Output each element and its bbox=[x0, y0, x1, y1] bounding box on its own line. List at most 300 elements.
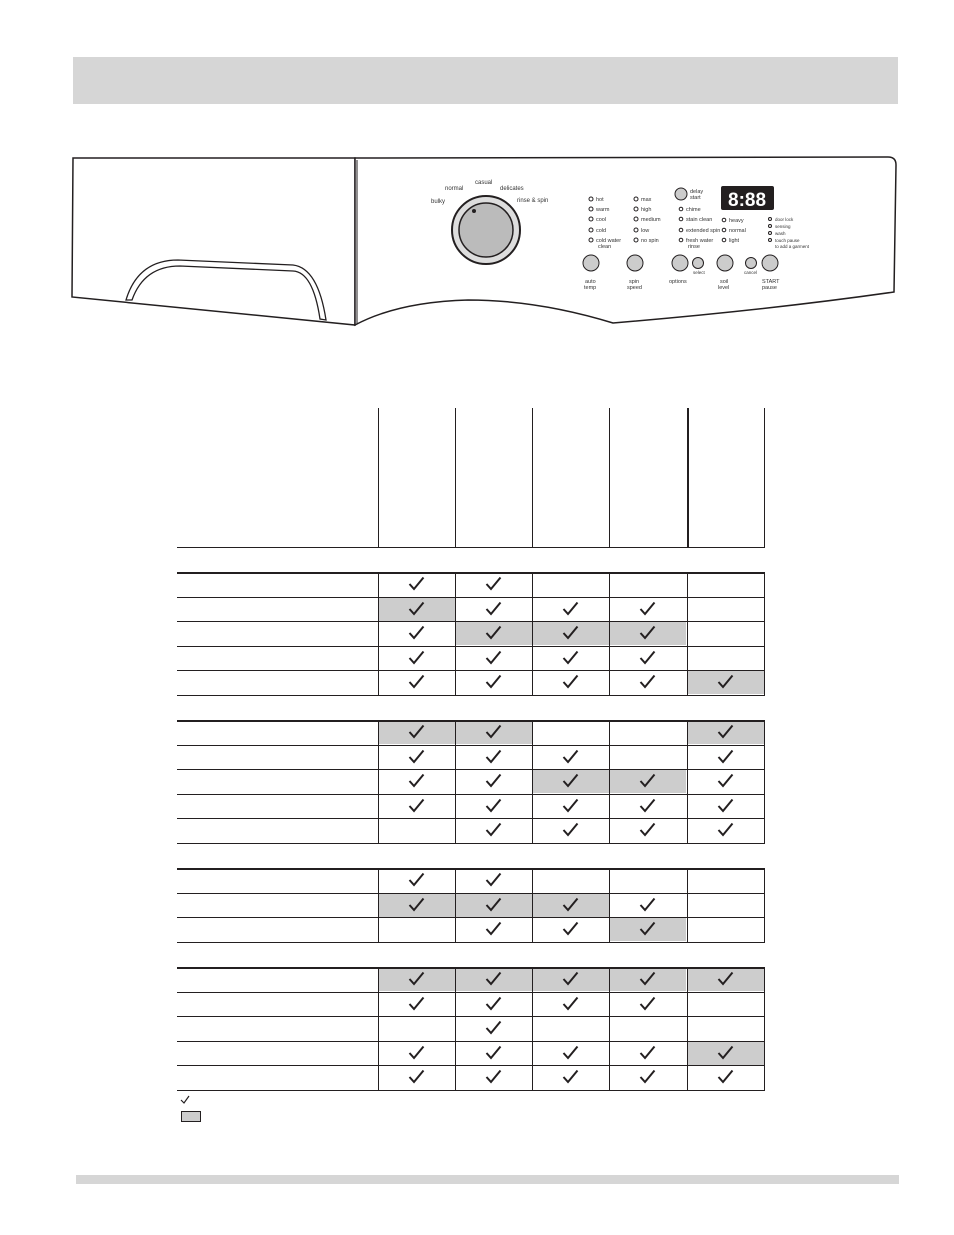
check-icon bbox=[639, 674, 656, 689]
svg-text:wash: wash bbox=[775, 231, 786, 236]
check-icon bbox=[408, 674, 425, 689]
table-cell bbox=[609, 597, 686, 621]
check-icon bbox=[485, 798, 502, 813]
column-divider bbox=[455, 720, 456, 843]
dial-label: rinse & spin bbox=[517, 198, 549, 204]
row-divider bbox=[177, 1090, 765, 1091]
table-cell bbox=[687, 646, 764, 670]
dial-label: delicates bbox=[500, 186, 524, 192]
footer-bar bbox=[76, 1175, 899, 1184]
row-label bbox=[177, 794, 377, 818]
dial-label: bulky bbox=[431, 199, 446, 205]
column-divider bbox=[609, 720, 610, 843]
row-label bbox=[177, 1041, 377, 1065]
svg-text:clean: clean bbox=[598, 244, 612, 250]
check-icon bbox=[408, 749, 425, 764]
table-cell bbox=[532, 769, 609, 793]
check-icon bbox=[485, 773, 502, 788]
table-row bbox=[177, 621, 764, 645]
check-icon bbox=[408, 773, 425, 788]
table-cell bbox=[609, 967, 686, 991]
table-cell bbox=[687, 893, 764, 917]
row-divider bbox=[177, 646, 765, 647]
column-divider bbox=[764, 967, 765, 1090]
table-cell bbox=[532, 670, 609, 694]
table-cell bbox=[687, 794, 764, 818]
table-cell bbox=[609, 720, 686, 744]
table-cell bbox=[455, 868, 532, 892]
svg-text:high: high bbox=[641, 207, 652, 213]
soil-level-button bbox=[717, 255, 733, 271]
table-cell bbox=[687, 572, 764, 596]
column-divider bbox=[687, 967, 688, 1090]
table-cell bbox=[609, 992, 686, 1016]
check-icon bbox=[717, 1069, 734, 1084]
check-icon bbox=[639, 773, 656, 788]
column-divider bbox=[532, 967, 533, 1090]
table-cell bbox=[532, 967, 609, 991]
column-divider bbox=[609, 868, 610, 942]
row-label bbox=[177, 646, 377, 670]
table-cell bbox=[378, 794, 455, 818]
check-icon bbox=[485, 971, 502, 986]
row-divider bbox=[177, 992, 765, 993]
check-icon bbox=[562, 773, 579, 788]
column-divider bbox=[764, 720, 765, 843]
row-divider bbox=[177, 868, 765, 870]
check-icon bbox=[562, 971, 579, 986]
auto-temp-button bbox=[583, 255, 599, 271]
column-divider bbox=[378, 868, 379, 942]
check-icon bbox=[408, 1045, 425, 1060]
header-baseline bbox=[177, 547, 765, 548]
column-divider bbox=[378, 720, 379, 843]
table-cell bbox=[455, 917, 532, 941]
svg-text:soil: soil bbox=[720, 279, 729, 285]
table-cell bbox=[532, 745, 609, 769]
table-cell bbox=[455, 1016, 532, 1040]
row-divider bbox=[177, 794, 765, 795]
table-cell bbox=[455, 720, 532, 744]
check-icon bbox=[408, 576, 425, 591]
table-cell bbox=[532, 868, 609, 892]
column-divider bbox=[687, 868, 688, 942]
options-button bbox=[672, 255, 688, 271]
check-icon bbox=[562, 897, 579, 912]
check-icon bbox=[717, 822, 734, 837]
check-icon bbox=[485, 749, 502, 764]
check-icon bbox=[485, 625, 502, 640]
table-cell bbox=[455, 893, 532, 917]
check-icon bbox=[639, 921, 656, 936]
svg-text:options: options bbox=[669, 279, 687, 285]
svg-text:cool: cool bbox=[596, 217, 607, 223]
check-icon bbox=[485, 897, 502, 912]
check-icon bbox=[562, 822, 579, 837]
table-cell bbox=[687, 868, 764, 892]
row-label bbox=[177, 720, 377, 744]
row-divider bbox=[177, 818, 765, 819]
header-divider bbox=[532, 408, 533, 547]
check-icon bbox=[562, 1045, 579, 1060]
table-cell bbox=[687, 917, 764, 941]
check-icon bbox=[717, 1045, 734, 1060]
row-label bbox=[177, 1065, 377, 1089]
table-row bbox=[177, 646, 764, 670]
table-cell bbox=[455, 1065, 532, 1089]
row-divider bbox=[177, 745, 765, 746]
svg-text:start: start bbox=[690, 195, 701, 201]
header-divider bbox=[455, 408, 456, 547]
table-row bbox=[177, 992, 764, 1016]
svg-text:door lock: door lock bbox=[775, 217, 794, 222]
table-cell bbox=[687, 1041, 764, 1065]
check-icon bbox=[562, 749, 579, 764]
check-icon bbox=[562, 921, 579, 936]
svg-text:rinse: rinse bbox=[688, 244, 700, 250]
check-icon bbox=[639, 601, 656, 616]
table-cell bbox=[532, 646, 609, 670]
row-label bbox=[177, 769, 377, 793]
row-divider bbox=[177, 893, 765, 894]
table-row bbox=[177, 917, 764, 941]
svg-text:temp: temp bbox=[584, 285, 597, 291]
check-icon bbox=[485, 674, 502, 689]
row-divider bbox=[177, 843, 765, 844]
column-divider bbox=[455, 967, 456, 1090]
svg-text:medium: medium bbox=[641, 217, 661, 223]
table-cell bbox=[455, 1041, 532, 1065]
table-cell bbox=[532, 1041, 609, 1065]
table-row bbox=[177, 893, 764, 917]
check-icon bbox=[408, 872, 425, 887]
check-icon bbox=[639, 1045, 656, 1060]
row-divider bbox=[177, 572, 765, 574]
table-cell bbox=[455, 818, 532, 842]
check-icon bbox=[408, 650, 425, 665]
table-cell bbox=[609, 794, 686, 818]
check-icon bbox=[408, 971, 425, 986]
table-row bbox=[177, 745, 764, 769]
table-cell bbox=[687, 621, 764, 645]
row-label bbox=[177, 868, 377, 892]
table-row bbox=[177, 720, 764, 744]
table-cell bbox=[532, 1016, 609, 1040]
row-divider bbox=[177, 720, 765, 722]
table-row bbox=[177, 1065, 764, 1089]
check-icon bbox=[408, 625, 425, 640]
table-cell bbox=[455, 745, 532, 769]
table-row bbox=[177, 1016, 764, 1040]
check-icon bbox=[485, 996, 502, 1011]
table-cell bbox=[532, 572, 609, 596]
table-cell bbox=[609, 868, 686, 892]
svg-text:spin: spin bbox=[629, 279, 640, 285]
table-cell bbox=[532, 621, 609, 645]
table-row bbox=[177, 769, 764, 793]
check-icon bbox=[717, 749, 734, 764]
table-cell bbox=[687, 745, 764, 769]
row-label bbox=[177, 818, 377, 842]
dial-label: casual bbox=[475, 180, 493, 186]
column-divider bbox=[378, 572, 379, 695]
table-cell bbox=[609, 745, 686, 769]
table-cell bbox=[378, 967, 455, 991]
table-cell bbox=[687, 818, 764, 842]
table-cell bbox=[378, 769, 455, 793]
svg-text:extended spin: extended spin bbox=[686, 228, 721, 234]
svg-text:START: START bbox=[762, 279, 780, 285]
row-divider bbox=[177, 769, 765, 770]
table-cell bbox=[687, 992, 764, 1016]
svg-text:select: select bbox=[693, 270, 705, 275]
legend-shaded-swatch bbox=[181, 1111, 201, 1122]
svg-text:fresh water: fresh water bbox=[686, 238, 714, 244]
svg-text:warm: warm bbox=[596, 207, 610, 213]
table-cell bbox=[455, 794, 532, 818]
svg-text:level: level bbox=[718, 285, 730, 291]
table-cell bbox=[455, 621, 532, 645]
header-divider bbox=[764, 408, 765, 547]
table-cell bbox=[687, 1065, 764, 1089]
row-divider bbox=[177, 621, 765, 622]
table-row bbox=[177, 597, 764, 621]
table-cell bbox=[609, 818, 686, 842]
check-icon bbox=[562, 601, 579, 616]
table-cell bbox=[687, 597, 764, 621]
check-icon bbox=[408, 601, 425, 616]
table-row bbox=[177, 794, 764, 818]
table-cell bbox=[687, 670, 764, 694]
check-icon bbox=[639, 650, 656, 665]
table-cell bbox=[378, 597, 455, 621]
row-divider bbox=[177, 917, 765, 918]
check-icon bbox=[717, 971, 734, 986]
row-label bbox=[177, 572, 377, 596]
check-icon bbox=[485, 601, 502, 616]
row-divider bbox=[177, 942, 765, 943]
row-label bbox=[177, 917, 377, 941]
check-icon bbox=[408, 724, 425, 739]
cancel-button bbox=[746, 258, 757, 269]
header-divider bbox=[609, 408, 610, 547]
svg-text:touch pause: touch pause bbox=[775, 238, 800, 243]
svg-text:cold: cold bbox=[596, 228, 607, 234]
check-icon bbox=[562, 996, 579, 1011]
table-cell bbox=[609, 917, 686, 941]
table-cell bbox=[378, 1065, 455, 1089]
table-row bbox=[177, 572, 764, 596]
table-cell bbox=[378, 720, 455, 744]
column-divider bbox=[764, 868, 765, 942]
check-icon bbox=[485, 872, 502, 887]
table-cell bbox=[378, 992, 455, 1016]
table-cell bbox=[378, 1041, 455, 1065]
check-icon bbox=[717, 724, 734, 739]
table-cell bbox=[609, 646, 686, 670]
start-pause-button bbox=[762, 255, 778, 271]
check-icon bbox=[408, 897, 425, 912]
table-cell bbox=[609, 670, 686, 694]
table-cell bbox=[532, 893, 609, 917]
svg-text:delay: delay bbox=[690, 189, 704, 195]
check-icon bbox=[717, 773, 734, 788]
table-cell bbox=[609, 1065, 686, 1089]
svg-text:8:88: 8:88 bbox=[728, 190, 767, 211]
check-icon bbox=[562, 674, 579, 689]
table-cell bbox=[687, 769, 764, 793]
table-row bbox=[177, 1041, 764, 1065]
check-icon bbox=[485, 822, 502, 837]
table-row bbox=[177, 818, 764, 842]
table-cell bbox=[687, 1016, 764, 1040]
column-divider bbox=[455, 572, 456, 695]
table-row bbox=[177, 868, 764, 892]
svg-text:low: low bbox=[641, 228, 650, 234]
column-divider bbox=[609, 572, 610, 695]
check-icon bbox=[485, 1020, 502, 1035]
check-icon bbox=[639, 971, 656, 986]
table-cell bbox=[455, 572, 532, 596]
column-divider bbox=[532, 868, 533, 942]
check-icon bbox=[639, 798, 656, 813]
svg-text:cancel: cancel bbox=[744, 270, 758, 275]
svg-text:cold water: cold water bbox=[596, 238, 622, 244]
row-divider bbox=[177, 1065, 765, 1066]
svg-text:chime: chime bbox=[686, 207, 701, 213]
check-icon bbox=[408, 996, 425, 1011]
table-cell bbox=[378, 572, 455, 596]
column-divider bbox=[378, 967, 379, 1090]
check-icon bbox=[639, 822, 656, 837]
check-icon bbox=[717, 798, 734, 813]
svg-text:normal: normal bbox=[729, 228, 746, 234]
spin-speed-button bbox=[627, 255, 643, 271]
table-cell bbox=[455, 967, 532, 991]
column-divider bbox=[687, 572, 688, 695]
table-cell bbox=[455, 597, 532, 621]
table-cell bbox=[532, 1065, 609, 1089]
row-divider bbox=[177, 1041, 765, 1042]
row-divider bbox=[177, 597, 765, 598]
table-cell bbox=[609, 893, 686, 917]
svg-text:no spin: no spin bbox=[641, 238, 659, 244]
table-cell bbox=[378, 868, 455, 892]
check-icon bbox=[639, 625, 656, 640]
check-icon bbox=[485, 576, 502, 591]
table-cell bbox=[609, 621, 686, 645]
check-icon bbox=[485, 1069, 502, 1084]
check-icon bbox=[717, 674, 734, 689]
check-icon bbox=[562, 798, 579, 813]
row-label bbox=[177, 992, 377, 1016]
row-label bbox=[177, 1016, 377, 1040]
select-button bbox=[693, 258, 704, 269]
table-cell bbox=[609, 769, 686, 793]
svg-text:hot: hot bbox=[596, 197, 604, 203]
check-icon bbox=[485, 921, 502, 936]
svg-text:to add a garment: to add a garment bbox=[775, 244, 810, 249]
table-cell bbox=[378, 1016, 455, 1040]
table-cell bbox=[532, 818, 609, 842]
table-cell bbox=[378, 670, 455, 694]
column-divider bbox=[455, 868, 456, 942]
table-cell bbox=[532, 794, 609, 818]
check-icon bbox=[562, 650, 579, 665]
legend-check-icon bbox=[180, 1095, 190, 1105]
column-divider bbox=[532, 572, 533, 695]
column-divider bbox=[687, 720, 688, 843]
table-cell bbox=[455, 670, 532, 694]
check-icon bbox=[408, 798, 425, 813]
table-cell bbox=[532, 917, 609, 941]
check-icon bbox=[639, 1069, 656, 1084]
header-bar bbox=[73, 57, 898, 104]
svg-text:light: light bbox=[729, 238, 740, 244]
table-cell bbox=[455, 646, 532, 670]
delay-start-button bbox=[675, 188, 687, 200]
table-cell bbox=[532, 720, 609, 744]
row-label bbox=[177, 893, 377, 917]
check-icon bbox=[562, 1069, 579, 1084]
table-cell bbox=[609, 1016, 686, 1040]
svg-text:pause: pause bbox=[762, 285, 777, 291]
table-cell bbox=[378, 818, 455, 842]
table-cell bbox=[687, 967, 764, 991]
check-icon bbox=[408, 1069, 425, 1084]
check-icon bbox=[639, 996, 656, 1011]
column-divider bbox=[532, 720, 533, 843]
table-row bbox=[177, 967, 764, 991]
row-label bbox=[177, 621, 377, 645]
table-cell bbox=[455, 992, 532, 1016]
table-cell bbox=[378, 893, 455, 917]
row-divider bbox=[177, 670, 765, 671]
column-divider bbox=[609, 967, 610, 1090]
check-icon bbox=[485, 650, 502, 665]
svg-text:speed: speed bbox=[627, 285, 642, 291]
column-divider bbox=[764, 572, 765, 695]
table-cell bbox=[455, 769, 532, 793]
table-cell bbox=[609, 1041, 686, 1065]
check-icon bbox=[562, 625, 579, 640]
dial-label: normal bbox=[445, 186, 464, 192]
row-label bbox=[177, 745, 377, 769]
check-icon bbox=[639, 897, 656, 912]
row-divider bbox=[177, 967, 765, 969]
svg-text:heavy: heavy bbox=[729, 218, 744, 224]
check-icon bbox=[485, 724, 502, 739]
svg-text:max: max bbox=[641, 197, 652, 203]
svg-text:auto: auto bbox=[585, 279, 596, 285]
table-cell bbox=[532, 992, 609, 1016]
row-divider bbox=[177, 695, 765, 696]
row-label bbox=[177, 967, 377, 991]
table-cell bbox=[378, 745, 455, 769]
row-label bbox=[177, 597, 377, 621]
table-cell bbox=[532, 597, 609, 621]
washer-control-panel bbox=[68, 150, 902, 335]
table-cell bbox=[378, 646, 455, 670]
table-cell bbox=[378, 621, 455, 645]
table-row bbox=[177, 670, 764, 694]
header-divider bbox=[687, 408, 689, 547]
check-icon bbox=[485, 1045, 502, 1060]
header-divider bbox=[378, 408, 379, 547]
svg-text:sensing: sensing bbox=[775, 224, 791, 229]
table-cell bbox=[687, 720, 764, 744]
table-cell bbox=[609, 572, 686, 596]
